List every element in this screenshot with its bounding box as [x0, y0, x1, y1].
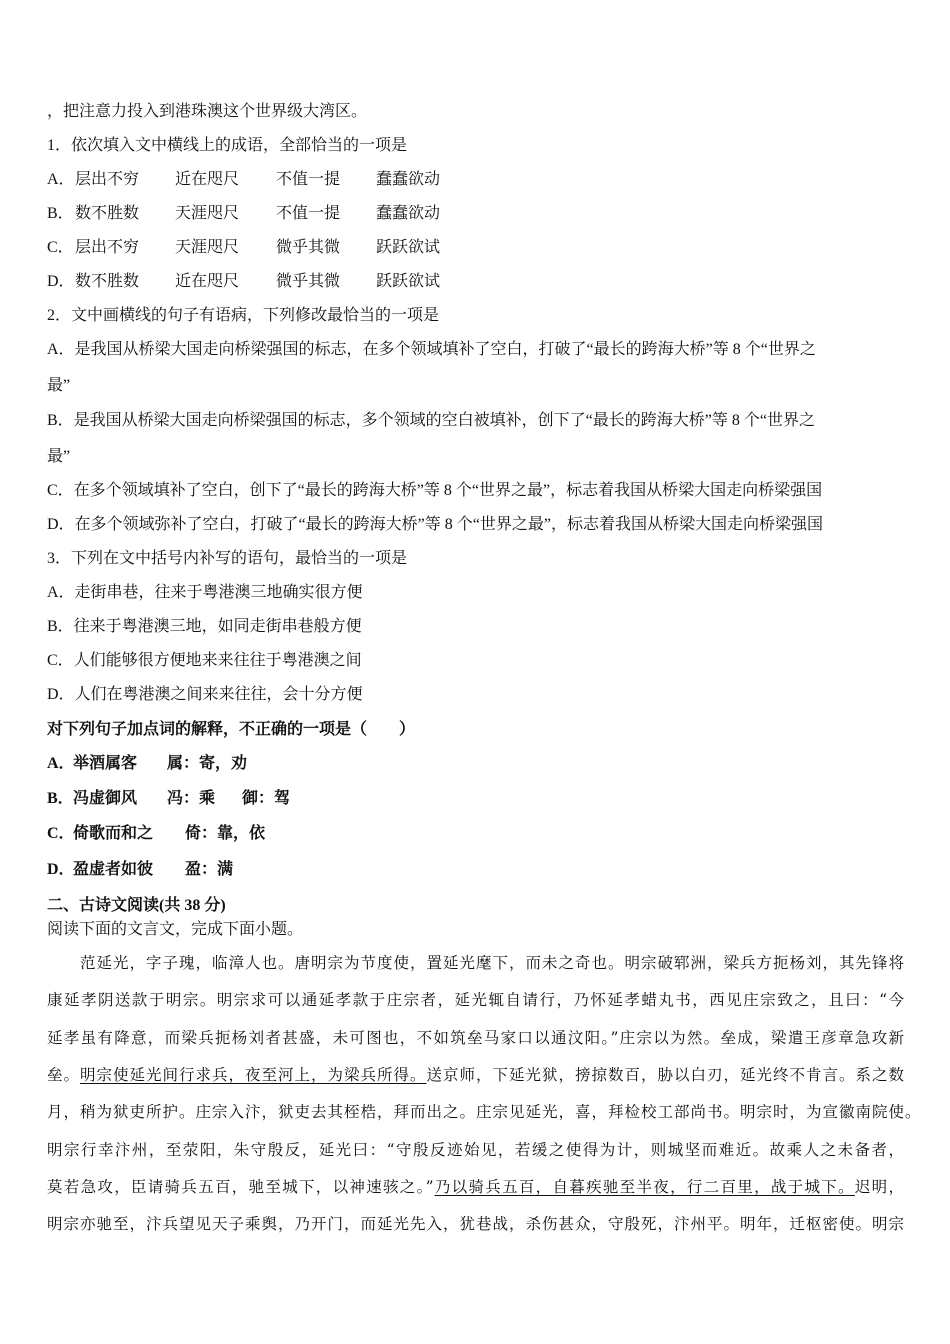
option-item: 跃跃欲试	[376, 239, 441, 256]
passage-text: 垒。	[47, 1066, 81, 1084]
option-b[interactable]	[47, 789, 347, 809]
option-label: C．	[47, 825, 75, 842]
option-label: B．	[47, 205, 74, 222]
question-stem: 对下列句子加点词的解释，不正确的一项是（ ）	[47, 721, 416, 738]
option-item: 蠢蠢欲动	[376, 171, 441, 188]
option-b[interactable]: B．往来于粤港澳三地，如同走街串巷般方便	[47, 618, 362, 635]
question-stem: 3．下列在文中括号内补写的语句，最恰当的一项是	[47, 550, 408, 567]
option-item: 微乎其微	[276, 273, 341, 290]
passage-line: 延孝虽有降意，而梁兵扼杨刘者甚盛，未可图也，不如筑垒马家口以通汶阳。”庄宗以为然。垒成，梁遣王彦章急攻新	[47, 1029, 905, 1047]
option-item: 不值一提	[276, 205, 341, 222]
option-d[interactable]	[47, 860, 347, 880]
option-item: 近在咫尺	[175, 171, 240, 188]
option-b[interactable]	[47, 204, 497, 224]
section-heading: 二、古诗文阅读(共 38 分)	[47, 897, 226, 914]
intro-line: ，把注意力投入到港珠澳这个世界级大湾区。	[47, 103, 368, 120]
passage-line: 明宗亦驰至，汴兵望见天子乘舆，乃开门，而延光先入，犹巷战，杀伤甚众，守殷死，汴州平。明年，迁枢密使。明宗	[47, 1215, 906, 1233]
option-note: 倚：靠，依	[185, 825, 266, 842]
passage-line: 明宗行幸汴州，至荥阳，朱守殷反，延光曰：“守殷反迹始见，若缓之使得为计，则城坚而难近。故乘人之未备者，	[47, 1141, 905, 1159]
section-instruction: 阅读下面的文言文，完成下面小题。	[47, 921, 304, 938]
option-item: 数不胜数	[75, 205, 140, 222]
option-item: 天涯咫尺	[175, 239, 240, 256]
option-d[interactable]	[47, 272, 497, 292]
option-c[interactable]: C．在多个领域填补了空白，创下了“最长的跨海大桥”等 8 个“世界之最”，标志着我国从桥梁大国走向桥梁强国	[47, 482, 823, 499]
underlined-sentence: 乃以骑兵五百，自暮疾驰至半夜，行二百里，战于城下。	[434, 1178, 855, 1196]
option-c[interactable]: C．人们能够很方便地来来往往于粤港澳之间	[47, 652, 362, 669]
passage-line	[47, 1177, 905, 1197]
option-b[interactable]: B．是我国从桥梁大国走向桥梁强国的标志，多个领域的空白被填补，创下了“最长的跨海大桥”等 8 个“世界之	[47, 412, 815, 429]
option-label: D．	[47, 273, 75, 290]
option-label: D．	[47, 861, 75, 878]
option-a[interactable]	[47, 754, 347, 774]
option-item: 近在咫尺	[175, 273, 240, 290]
option-label: C．	[47, 239, 74, 256]
option-item: 天涯咫尺	[175, 205, 240, 222]
question-stem: 1．依次填入文中横线上的成语，全部恰当的一项是	[47, 137, 408, 154]
option-d[interactable]: D．在多个领域弥补了空白，打破了“最长的跨海大桥”等 8 个“世界之最”，标志着我国从桥梁大国走向桥梁强国	[47, 516, 823, 533]
option-phrase: 盈虚者如彼	[73, 861, 154, 878]
option-phrase: 举酒属客	[73, 755, 138, 772]
option-d[interactable]: D．人们在粤港澳之间来来往往，会十分方便	[47, 686, 363, 703]
option-note: 盈：满	[185, 861, 234, 878]
option-item: 微乎其微	[276, 239, 341, 256]
option-phrase: 冯虚御风	[73, 790, 138, 807]
option-label: B．	[47, 790, 74, 807]
option-item: 层出不穷	[75, 239, 140, 256]
option-c[interactable]	[47, 238, 497, 258]
option-label: A．	[47, 171, 75, 188]
option-item: 蠢蠢欲动	[376, 205, 441, 222]
option-a[interactable]: A．走街串巷，往来于粤港澳三地确实很方便	[47, 584, 363, 601]
passage-text: 莫若急攻，臣请骑兵五百，驰至城下，以神速骇之。”	[47, 1178, 435, 1196]
question-stem: 2．文中画横线的句子有语病，下列修改最恰当的一项是	[47, 307, 440, 324]
option-b-continued: 最”	[47, 448, 71, 465]
option-a[interactable]	[47, 170, 497, 190]
option-item: 数不胜数	[75, 273, 140, 290]
option-item: 跃跃欲试	[376, 273, 441, 290]
option-note: 属：寄，劝	[167, 755, 248, 772]
passage-line	[47, 1065, 905, 1085]
passage-text: 迟明，	[854, 1178, 905, 1196]
passage-line: 月，稍为狱吏所护。庄宗入汴，狱吏去其桎梏，拜而出之。庄宗见延光，喜，拜检校工部尚书。明宗时，为宣徽南院使。	[47, 1103, 922, 1121]
option-label: A．	[47, 755, 75, 772]
passage-text: 送京师，下延光狱，搒掠数百，胁以白刃，延光终不肯言。系之数	[426, 1066, 906, 1084]
underlined-sentence: 明宗使延光间行求兵，夜至河上，为梁兵所得。	[80, 1066, 427, 1084]
option-item: 层出不穷	[75, 171, 140, 188]
option-phrase: 倚歌而和之	[73, 825, 154, 842]
option-note: 御：驾	[242, 790, 291, 807]
passage-line: 范延光，字子瑰，临漳人也。唐明宗为节度使，置延光麾下，而未之奇也。明宗破郓洲，梁兵方扼杨刘，其先锋将	[80, 954, 906, 972]
option-c[interactable]	[47, 824, 347, 844]
option-a[interactable]: A．是我国从桥梁大国走向桥梁强国的标志，在多个领域填补了空白，打破了“最长的跨海大桥”等 8 个“世界之	[47, 341, 816, 358]
option-note: 冯：乘	[167, 790, 216, 807]
passage-line: 康延孝阴送款于明宗。明宗求可以通延孝款于庄宗者，延光辄自请行，乃怀延孝蜡丸书，西见庄宗致之，且曰：“今	[47, 991, 905, 1009]
option-item: 不值一提	[276, 171, 341, 188]
option-a-continued: 最”	[47, 377, 71, 394]
